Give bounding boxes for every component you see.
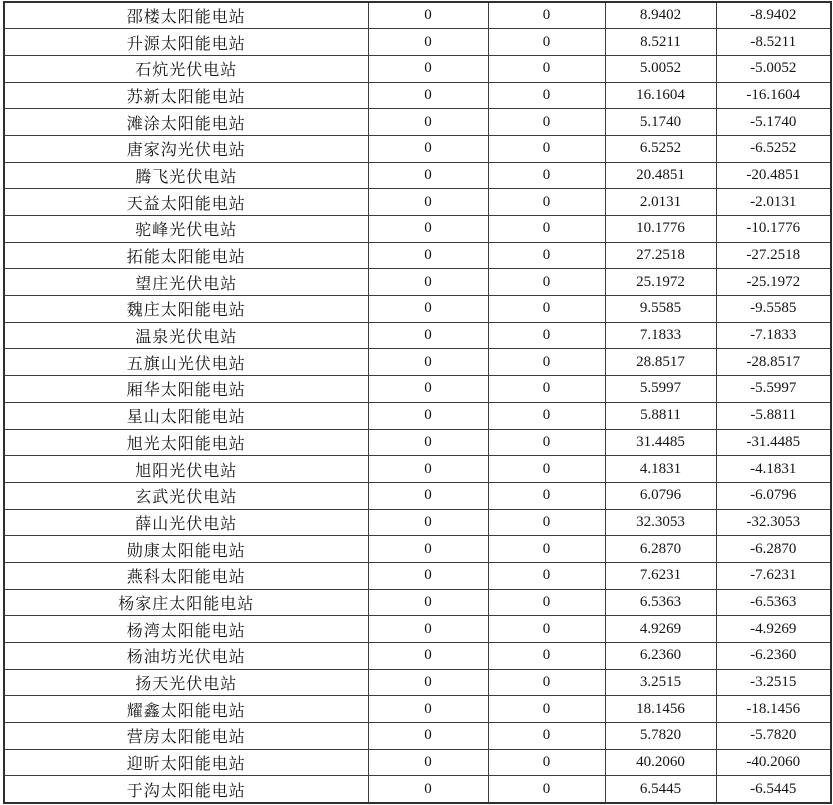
zero-value-cell-2: 0	[488, 296, 605, 323]
station-name-cell: 望庄光伏电站	[4, 269, 368, 296]
negative-value-cell: -3.2515	[716, 669, 831, 696]
negative-value-cell: -8.9402	[716, 2, 831, 29]
station-name-cell: 星山太阳能电站	[4, 402, 368, 429]
station-name-cell: 石炕光伏电站	[4, 55, 368, 82]
zero-value-cell-2: 0	[488, 776, 605, 803]
station-name-cell: 升源太阳能电站	[4, 29, 368, 56]
negative-value-cell: -9.5585	[716, 296, 831, 323]
zero-value-cell-1: 0	[368, 669, 488, 696]
negative-value-cell: -18.1456	[716, 696, 831, 723]
negative-value-cell: -5.7820	[716, 723, 831, 750]
table-row	[4, 723, 831, 750]
station-name-cell: 薛山光伏电站	[4, 509, 368, 536]
station-name-cell: 滩涂太阳能电站	[4, 109, 368, 136]
zero-value-cell-2: 0	[488, 242, 605, 269]
positive-value-cell: 27.2518	[605, 242, 716, 269]
table-row	[4, 456, 831, 483]
table-row	[4, 482, 831, 509]
negative-value-cell: -6.5252	[716, 135, 831, 162]
negative-value-cell: -6.5363	[716, 589, 831, 616]
negative-value-cell: -32.3053	[716, 509, 831, 536]
table-row	[4, 296, 831, 323]
table-row	[4, 269, 831, 296]
zero-value-cell-2: 0	[488, 29, 605, 56]
zero-value-cell-1: 0	[368, 723, 488, 750]
table-row	[4, 162, 831, 189]
station-name-cell: 腾飞光伏电站	[4, 162, 368, 189]
zero-value-cell-2: 0	[488, 562, 605, 589]
zero-value-cell-2: 0	[488, 402, 605, 429]
table-row	[4, 322, 831, 349]
table-row	[4, 376, 831, 403]
zero-value-cell-2: 0	[488, 269, 605, 296]
zero-value-cell-1: 0	[368, 536, 488, 563]
positive-value-cell: 5.8811	[605, 402, 716, 429]
negative-value-cell: -5.5997	[716, 376, 831, 403]
positive-value-cell: 31.4485	[605, 429, 716, 456]
zero-value-cell-2: 0	[488, 82, 605, 109]
zero-value-cell-1: 0	[368, 482, 488, 509]
positive-value-cell: 20.4851	[605, 162, 716, 189]
positive-value-cell: 6.2870	[605, 536, 716, 563]
zero-value-cell-2: 0	[488, 696, 605, 723]
station-name-cell: 驼峰光伏电站	[4, 216, 368, 243]
positive-value-cell: 6.5252	[605, 135, 716, 162]
positive-value-cell: 32.3053	[605, 509, 716, 536]
negative-value-cell: -5.8811	[716, 402, 831, 429]
negative-value-cell: -8.5211	[716, 29, 831, 56]
positive-value-cell: 3.2515	[605, 669, 716, 696]
negative-value-cell: -31.4485	[716, 429, 831, 456]
negative-value-cell: -6.5445	[716, 776, 831, 803]
positive-value-cell: 5.5997	[605, 376, 716, 403]
table-row	[4, 562, 831, 589]
table-row	[4, 55, 831, 82]
table-row	[4, 643, 831, 670]
zero-value-cell-2: 0	[488, 189, 605, 216]
negative-value-cell: -7.6231	[716, 562, 831, 589]
table-row	[4, 29, 831, 56]
zero-value-cell-1: 0	[368, 216, 488, 243]
positive-value-cell: 7.1833	[605, 322, 716, 349]
zero-value-cell-2: 0	[488, 456, 605, 483]
zero-value-cell-2: 0	[488, 536, 605, 563]
zero-value-cell-2: 0	[488, 723, 605, 750]
zero-value-cell-1: 0	[368, 82, 488, 109]
zero-value-cell-2: 0	[488, 2, 605, 29]
negative-value-cell: -4.1831	[716, 456, 831, 483]
station-name-cell: 魏庄太阳能电站	[4, 296, 368, 323]
station-name-cell: 勋康太阳能电站	[4, 536, 368, 563]
zero-value-cell-1: 0	[368, 135, 488, 162]
positive-value-cell: 25.1972	[605, 269, 716, 296]
station-name-cell: 邵楼太阳能电站	[4, 2, 368, 29]
positive-value-cell: 18.1456	[605, 696, 716, 723]
zero-value-cell-1: 0	[368, 269, 488, 296]
zero-value-cell-1: 0	[368, 509, 488, 536]
negative-value-cell: -4.9269	[716, 616, 831, 643]
zero-value-cell-2: 0	[488, 429, 605, 456]
zero-value-cell-1: 0	[368, 189, 488, 216]
station-name-cell: 旭阳光伏电站	[4, 456, 368, 483]
zero-value-cell-1: 0	[368, 616, 488, 643]
negative-value-cell: -25.1972	[716, 269, 831, 296]
station-name-cell: 天益太阳能电站	[4, 189, 368, 216]
zero-value-cell-2: 0	[488, 482, 605, 509]
positive-value-cell: 16.1604	[605, 82, 716, 109]
positive-value-cell: 6.2360	[605, 643, 716, 670]
positive-value-cell: 28.8517	[605, 349, 716, 376]
positive-value-cell: 5.7820	[605, 723, 716, 750]
zero-value-cell-2: 0	[488, 749, 605, 776]
zero-value-cell-1: 0	[368, 109, 488, 136]
zero-value-cell-2: 0	[488, 376, 605, 403]
negative-value-cell: -16.1604	[716, 82, 831, 109]
zero-value-cell-2: 0	[488, 109, 605, 136]
station-name-cell: 于沟太阳能电站	[4, 776, 368, 803]
station-name-cell: 燕科太阳能电站	[4, 562, 368, 589]
table-row	[4, 536, 831, 563]
negative-value-cell: -6.2360	[716, 643, 831, 670]
zero-value-cell-1: 0	[368, 376, 488, 403]
table-row	[4, 669, 831, 696]
negative-value-cell: -5.0052	[716, 55, 831, 82]
table-row	[4, 402, 831, 429]
table-row	[4, 776, 831, 803]
negative-value-cell: -27.2518	[716, 242, 831, 269]
zero-value-cell-1: 0	[368, 29, 488, 56]
positive-value-cell: 4.1831	[605, 456, 716, 483]
zero-value-cell-2: 0	[488, 322, 605, 349]
zero-value-cell-1: 0	[368, 2, 488, 29]
zero-value-cell-1: 0	[368, 643, 488, 670]
zero-value-cell-1: 0	[368, 349, 488, 376]
station-name-cell: 扬天光伏电站	[4, 669, 368, 696]
table-row	[4, 82, 831, 109]
table-row	[4, 2, 831, 29]
station-name-cell: 拓能太阳能电站	[4, 242, 368, 269]
station-name-cell: 杨油坊光伏电站	[4, 643, 368, 670]
negative-value-cell: -28.8517	[716, 349, 831, 376]
station-name-cell: 迎昕太阳能电站	[4, 749, 368, 776]
zero-value-cell-2: 0	[488, 643, 605, 670]
positive-value-cell: 10.1776	[605, 216, 716, 243]
zero-value-cell-1: 0	[368, 55, 488, 82]
station-name-cell: 五旗山光伏电站	[4, 349, 368, 376]
table-row	[4, 509, 831, 536]
positive-value-cell: 2.0131	[605, 189, 716, 216]
negative-value-cell: -10.1776	[716, 216, 831, 243]
positive-value-cell: 9.5585	[605, 296, 716, 323]
negative-value-cell: -6.0796	[716, 482, 831, 509]
zero-value-cell-2: 0	[488, 669, 605, 696]
zero-value-cell-1: 0	[368, 589, 488, 616]
station-name-cell: 唐家沟光伏电站	[4, 135, 368, 162]
positive-value-cell: 8.9402	[605, 2, 716, 29]
table-row	[4, 616, 831, 643]
station-name-cell: 温泉光伏电站	[4, 322, 368, 349]
negative-value-cell: -20.4851	[716, 162, 831, 189]
table-row	[4, 189, 831, 216]
station-name-cell: 玄武光伏电站	[4, 482, 368, 509]
zero-value-cell-1: 0	[368, 242, 488, 269]
negative-value-cell: -2.0131	[716, 189, 831, 216]
zero-value-cell-1: 0	[368, 776, 488, 803]
zero-value-cell-1: 0	[368, 696, 488, 723]
negative-value-cell: -7.1833	[716, 322, 831, 349]
zero-value-cell-1: 0	[368, 296, 488, 323]
zero-value-cell-2: 0	[488, 135, 605, 162]
positive-value-cell: 6.5363	[605, 589, 716, 616]
station-name-cell: 厢华太阳能电站	[4, 376, 368, 403]
zero-value-cell-1: 0	[368, 562, 488, 589]
positive-value-cell: 5.0052	[605, 55, 716, 82]
zero-value-cell-2: 0	[488, 509, 605, 536]
zero-value-cell-1: 0	[368, 749, 488, 776]
table-row	[4, 749, 831, 776]
negative-value-cell: -40.2060	[716, 749, 831, 776]
station-name-cell: 杨湾太阳能电站	[4, 616, 368, 643]
table-row	[4, 135, 831, 162]
table-row	[4, 429, 831, 456]
zero-value-cell-2: 0	[488, 55, 605, 82]
station-name-cell: 杨家庄太阳能电站	[4, 589, 368, 616]
zero-value-cell-2: 0	[488, 589, 605, 616]
zero-value-cell-2: 0	[488, 216, 605, 243]
table-row	[4, 696, 831, 723]
table-row	[4, 589, 831, 616]
station-name-cell: 耀鑫太阳能电站	[4, 696, 368, 723]
zero-value-cell-2: 0	[488, 162, 605, 189]
positive-value-cell: 5.1740	[605, 109, 716, 136]
zero-value-cell-2: 0	[488, 349, 605, 376]
table-row	[4, 216, 831, 243]
positive-value-cell: 4.9269	[605, 616, 716, 643]
negative-value-cell: -5.1740	[716, 109, 831, 136]
positive-value-cell: 6.5445	[605, 776, 716, 803]
station-name-cell: 营房太阳能电站	[4, 723, 368, 750]
zero-value-cell-1: 0	[368, 322, 488, 349]
zero-value-cell-1: 0	[368, 162, 488, 189]
positive-value-cell: 40.2060	[605, 749, 716, 776]
positive-value-cell: 8.5211	[605, 29, 716, 56]
positive-value-cell: 6.0796	[605, 482, 716, 509]
negative-value-cell: -6.2870	[716, 536, 831, 563]
station-name-cell: 旭光太阳能电站	[4, 429, 368, 456]
zero-value-cell-1: 0	[368, 429, 488, 456]
stations-table-body	[4, 2, 831, 803]
station-name-cell: 苏新太阳能电站	[4, 82, 368, 109]
table-row	[4, 242, 831, 269]
table-row	[4, 349, 831, 376]
table-row	[4, 109, 831, 136]
zero-value-cell-2: 0	[488, 616, 605, 643]
positive-value-cell: 7.6231	[605, 562, 716, 589]
stations-table	[3, 1, 832, 804]
zero-value-cell-1: 0	[368, 402, 488, 429]
zero-value-cell-1: 0	[368, 456, 488, 483]
